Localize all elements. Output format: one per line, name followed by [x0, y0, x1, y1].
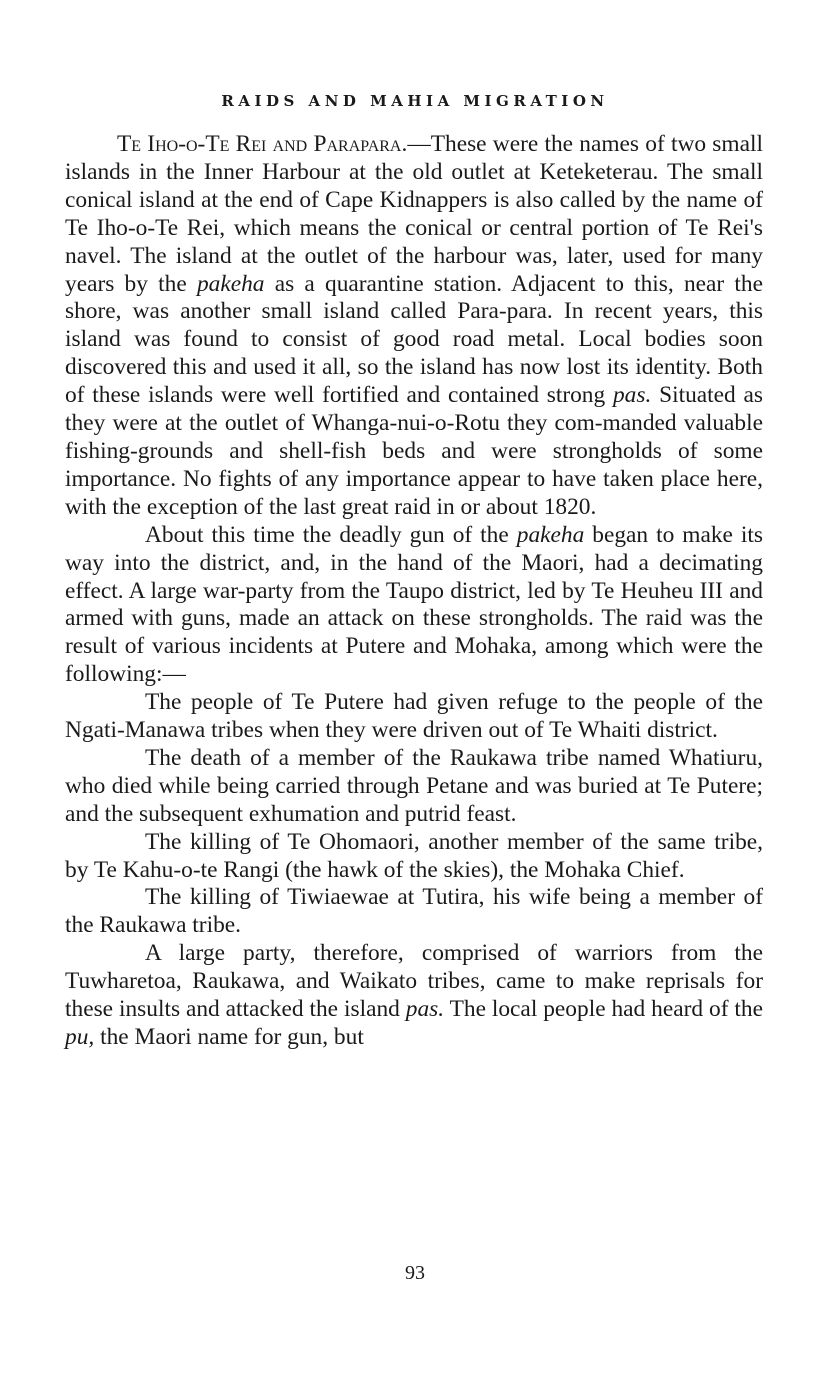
- paragraph-7: [65, 940, 763, 1052]
- heading-name-2: Parapara.: [313, 131, 408, 157]
- paragraph-1-text-b: as a quarantine station. Adjacent to this, near the shore, was another small island called Para-para. In recent years, this island was found to consist of good road metal. Local bodies soon discovered this and used it all, so the island has now lost its identity. Both of these islands were well fortified and contained strong: [65, 270, 763, 409]
- paragraph-1: [65, 131, 763, 522]
- italic-pas-2: pas.: [405, 996, 445, 1023]
- paragraph-5: The killing of Te Ohomaori, another member of the same tribe, by Te Kahu-o-te Rangi (the hawk of the skies), the Mohaka Chief.: [65, 828, 763, 883]
- paragraph-6: The killing of Tiwiaewae at Tutira, his wife being a member of the Raukawa tribe.: [65, 884, 763, 939]
- paragraph-1-text-c: Situated as they were at the outlet of Whanga-nui-o-Rotu they com-manded valuable fishing-grounds and shell-fish beds and were strongholds of some importance. No fights of any importance appear to have taken place here, with the exception of the last great raid in or about 1820.: [65, 382, 763, 520]
- italic-pu: pu,: [65, 1024, 95, 1050]
- heading-and: and: [272, 131, 308, 157]
- page-number: 93: [405, 1262, 425, 1284]
- paragraph-7-text-c: the Maori name for gun, but: [94, 1024, 364, 1050]
- paragraph-3: The people of Te Putere had given refuge to the people of the Ngati-Manawa tribes when they were driven out of Te Whaiti district.: [65, 689, 763, 744]
- italic-pakeha: pakeha: [196, 270, 265, 297]
- italic-pas: pas.: [612, 382, 652, 409]
- paragraph-2-text-b: began to make its way into the district, and, in the hand of the Maori, had a decimating effect. A large war-party from the Taupo district, led by Te Heuheu III and armed with guns, made an attack on these strongholds. The raid was the result of various incidents at Putere and Mohaka, among which were the following:—: [65, 521, 764, 688]
- paragraph-2-text-a: About this time the deadly gun of the: [145, 521, 517, 548]
- italic-pakeha-2: pakeha: [516, 521, 585, 548]
- paragraph-7-text-b: The local people had heard of the: [444, 996, 763, 1023]
- heading-name-1: Te Iho-o-Te Rei: [117, 131, 267, 157]
- paragraph-1-text: —These were the names of two small islands in the Inner Harbour at the old outlet at Keteketerau. The small conical island at the end of Cape Kidnappers is also called by the name of Te Iho-o-Te Rei, which means the conical or central portion of Te Rei's navel. The island at the outlet of the harbour was, later, used for many years by the: [65, 131, 763, 297]
- paragraph-7-text-a: A large party, therefore, comprised of warriors from the Tuwharetoa, Raukawa, and Waikato tribes, came to make reprisals for these insults and attacked the island: [65, 940, 763, 1023]
- paragraph-4: The death of a member of the Raukawa tribe named Whatiuru, who died while being carried through Petane and was buried at Te Putere; and the subsequent exhumation and putrid feast.: [65, 744, 763, 827]
- paragraph-2: [65, 522, 763, 689]
- running-head: RAIDS AND MAHIA MIGRATION: [221, 92, 609, 110]
- body-text: [65, 131, 763, 1052]
